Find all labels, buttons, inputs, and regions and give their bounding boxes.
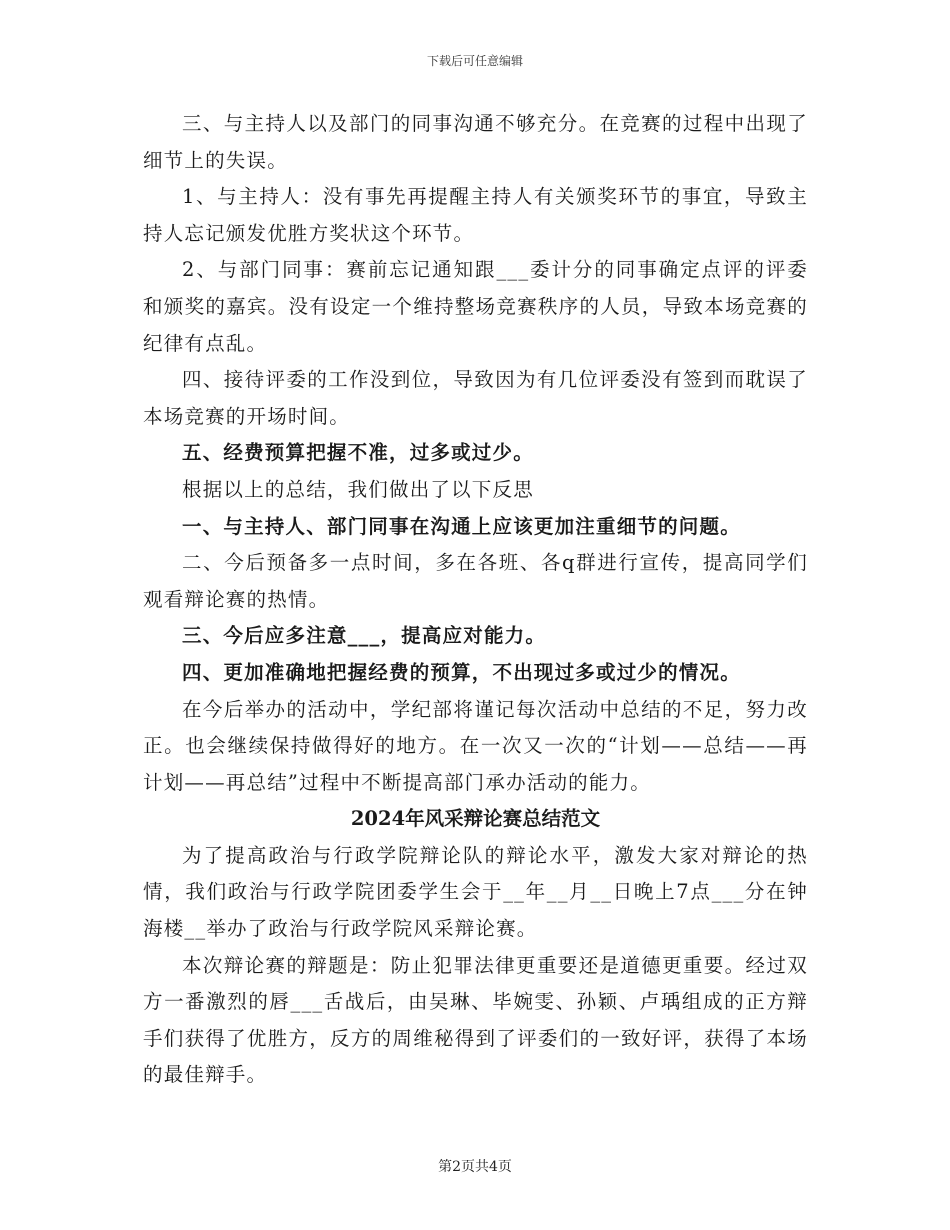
paragraph-reflection-1: 一、与主持人、部门同事在沟通上应该更加注重细节的问题。	[182, 514, 741, 538]
paragraph-judges-issue: 四、接待评委的工作没到位，导致因为有几位评委没有签到而耽误了本场竞赛的开场时间。	[143, 368, 808, 428]
paragraph-budget-issue: 五、经费预算把握不准，过多或过少。	[182, 441, 534, 465]
page-number: 第2页共4页	[438, 1159, 512, 1175]
paragraph-host-issue: 1、与主持人：没有事先再提醒主持人有关颁奖环节的事宜，导致主持人忘记颁发优胜方奖状这个环节。	[143, 185, 808, 245]
page-header: 下载后可任意编辑	[426, 54, 523, 68]
paragraph-communication-issue: 三、与主持人以及部门的同事沟通不够充分。在竞赛的过程中出现了细节上的失误。	[143, 112, 808, 172]
paragraph-reflection-3: 三、今后应多注意___，提高应对能力。	[182, 624, 547, 648]
section-title: 2024年风采辩论赛总结范文	[350, 807, 601, 831]
paragraph-conclusion: 在今后举办的活动中，学纪部将谨记每次活动中总结的不足，努力改正。也会继续保持做得好的地方。在一次又一次的“计划——总结——再计划——再总结”过程中不断提高部门承办活动的能力。	[143, 697, 808, 794]
paragraph-event-result: 本次辩论赛的辩题是：防止犯罪法律更重要还是道德更重要。经过双方一番激烈的唇___舌战后，由吴琳、毕婉雯、孙颖、卢瑀组成的正方辩手们获得了优胜方，反方的周维秘得到了评委们的一致好评，获得了本场的最佳辩手。	[143, 953, 808, 1087]
paragraph-event-intro: 为了提高政治与行政学院辩论队的辩论水平，激发大家对辩论的热情，我们政治与行政学院团委学生会于__年__月__日晚上7点___分在钟海楼__举办了政治与行政学院风采辩论赛。	[143, 843, 808, 941]
paragraph-colleague-issue: 2、与部门同事：赛前忘记通知跟___委计分的同事确定点评的评委和颁奖的嘉宾。没有设定一个维持整场竞赛秩序的人员，导致本场竞赛的纪律有点乱。	[143, 258, 808, 355]
document-body	[143, 106, 808, 1094]
paragraph-reflection-2: 二、今后预备多一点时间，多在各班、各q群进行宣传，提高同学们观看辩论赛的热情。	[143, 551, 808, 611]
paragraph-reflection-intro: 根据以上的总结，我们做出了以下反思	[182, 477, 534, 501]
paragraph-reflection-4: 四、更加准确地把握经费的预算，不出现过多或过少的情况。	[182, 660, 741, 684]
